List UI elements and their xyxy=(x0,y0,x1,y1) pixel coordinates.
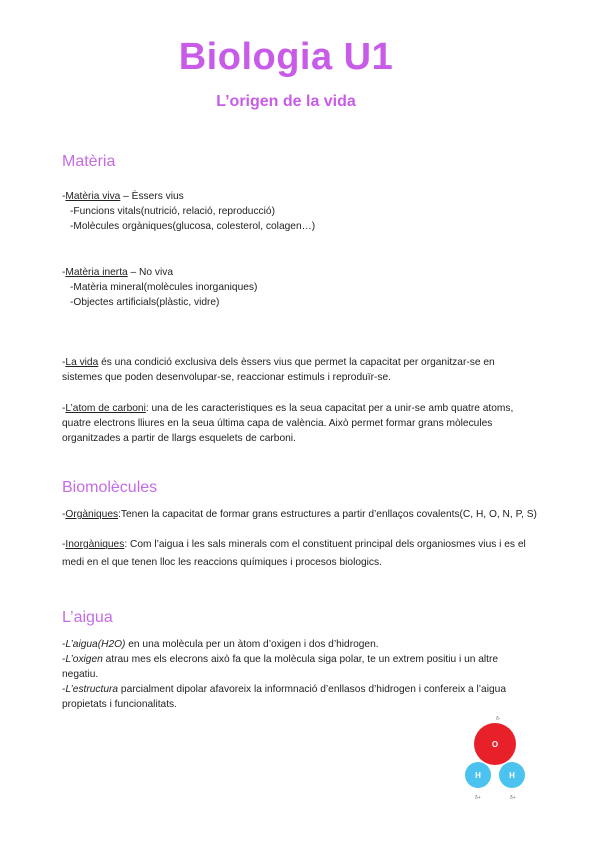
carboni-text: : una de les caracteristiques es la seua capacitat per a unir-se amb quatre atoms, xyxy=(145,403,514,414)
vida-line-2: sistemes que poden desenvolupar-se, reaccionar estimuls i reproduïr-se. xyxy=(62,372,391,383)
estructura-text: parcialment dipolar afavoreix la informnació d’enllasos d’hidrogen i confereix a l’aigua xyxy=(118,684,506,695)
hydrogen-charge-right: δ+ xyxy=(510,795,516,801)
vida-term: La vida xyxy=(65,357,99,368)
oxigen-text: atrau mes els elecrons això fa que la molècula siga polar, te un extrem positiu i un altre xyxy=(102,654,499,665)
organiques-paragraph xyxy=(62,507,572,522)
list-item: -Objectes artificials(plàstic, vidre) xyxy=(70,297,220,308)
inorganiques-term: Inorgàniques xyxy=(65,539,125,550)
dash: - xyxy=(62,403,66,414)
section-heading-aigua: L’aigua xyxy=(62,609,113,626)
materia-inerta-block xyxy=(62,265,572,310)
inorganiques-line-2: medi en el que tenen lloc les reaccions químiques i procesos biologics. xyxy=(62,557,382,568)
materia-viva-term: Matèria viva xyxy=(65,191,121,202)
section-heading-materia: Matèria xyxy=(62,153,116,170)
vida-text: és una condició exclusiva dels èssers vius que permet la capacitat per organitzar-se en xyxy=(98,357,495,368)
vida-paragraph xyxy=(62,355,572,385)
vida-line-1 xyxy=(62,355,572,370)
dash: - xyxy=(62,267,66,278)
dash: - xyxy=(62,539,66,550)
organiques-line xyxy=(62,507,572,522)
materia-inerta-line xyxy=(62,265,572,280)
materia-viva-desc: – Èssers vius xyxy=(120,191,184,202)
carboni-term: L’atom de carboni xyxy=(65,403,146,414)
oxigen-term: L’oxigen xyxy=(65,654,103,665)
materia-inerta-term: Matèria inerta xyxy=(65,267,128,278)
dash: - xyxy=(62,191,66,202)
list-item: -Funcions vitals(nutrició, relació, reproducció) xyxy=(70,206,275,217)
carboni-line-2: quatre electrons lliures en la seua última capa de valència. Això permet formar grans mòlecules xyxy=(62,418,493,429)
carboni-line-3: organitzades a partir de llargs esquelets de carboni. xyxy=(62,433,296,444)
inorganiques-text: : Com l’aigua i les sals minerals com el constituent principal dels organiosmes vius i es el xyxy=(124,539,526,550)
page-subtitle: L’origen de la vida xyxy=(216,93,356,110)
oxygen-label: O xyxy=(491,740,499,749)
inorganiques-line-1 xyxy=(62,537,572,552)
inorganiques-paragraph xyxy=(62,537,572,570)
dash: - xyxy=(62,684,66,695)
water-molecule-illustration xyxy=(458,712,538,804)
carboni-paragraph xyxy=(62,401,572,446)
hydrogen-label-left: H xyxy=(475,771,481,780)
dash: - xyxy=(62,509,66,520)
aigua-line-4 xyxy=(62,682,572,697)
aigua-term: L’aigua(H2O) xyxy=(65,639,126,650)
dash: - xyxy=(62,357,66,368)
estructura-term: L’estructura xyxy=(65,684,119,695)
carboni-line-1 xyxy=(62,401,572,416)
aigua-line-3: negatiu. xyxy=(62,669,99,680)
organiques-text: :Tenen la capacitat de formar grans estructures a partir d’enllaços covalents(C, H, O, N, P, S) xyxy=(118,509,537,520)
materia-viva-block xyxy=(62,189,572,234)
aigua-line-2 xyxy=(62,652,572,667)
section-heading-biomolecules: Biomolècules xyxy=(62,479,158,496)
list-item: -Molècules orgàniques(glucosa, colesterol, colagen…) xyxy=(70,221,316,232)
hydrogen-label-right: H xyxy=(509,771,515,780)
list-item: -Matèria mineral(molècules inorganiques) xyxy=(70,282,258,293)
oxygen-charge-label: δ- xyxy=(496,716,501,722)
dash: - xyxy=(62,639,66,650)
dash: - xyxy=(62,654,66,665)
organiques-term: Orgàniques xyxy=(65,509,119,520)
page-title: Biologia U1 xyxy=(178,36,394,78)
materia-inerta-desc: – No viva xyxy=(127,267,173,278)
aigua-text: en una molècula per un àtom d’oxigen i dos d’hidrogen. xyxy=(125,639,379,650)
hydrogen-charge-left: δ+ xyxy=(475,795,481,801)
aigua-block xyxy=(62,637,572,712)
materia-viva-line xyxy=(62,189,572,204)
aigua-line-5: propietats i funcionalitats. xyxy=(62,699,177,710)
aigua-line-1 xyxy=(62,637,572,652)
